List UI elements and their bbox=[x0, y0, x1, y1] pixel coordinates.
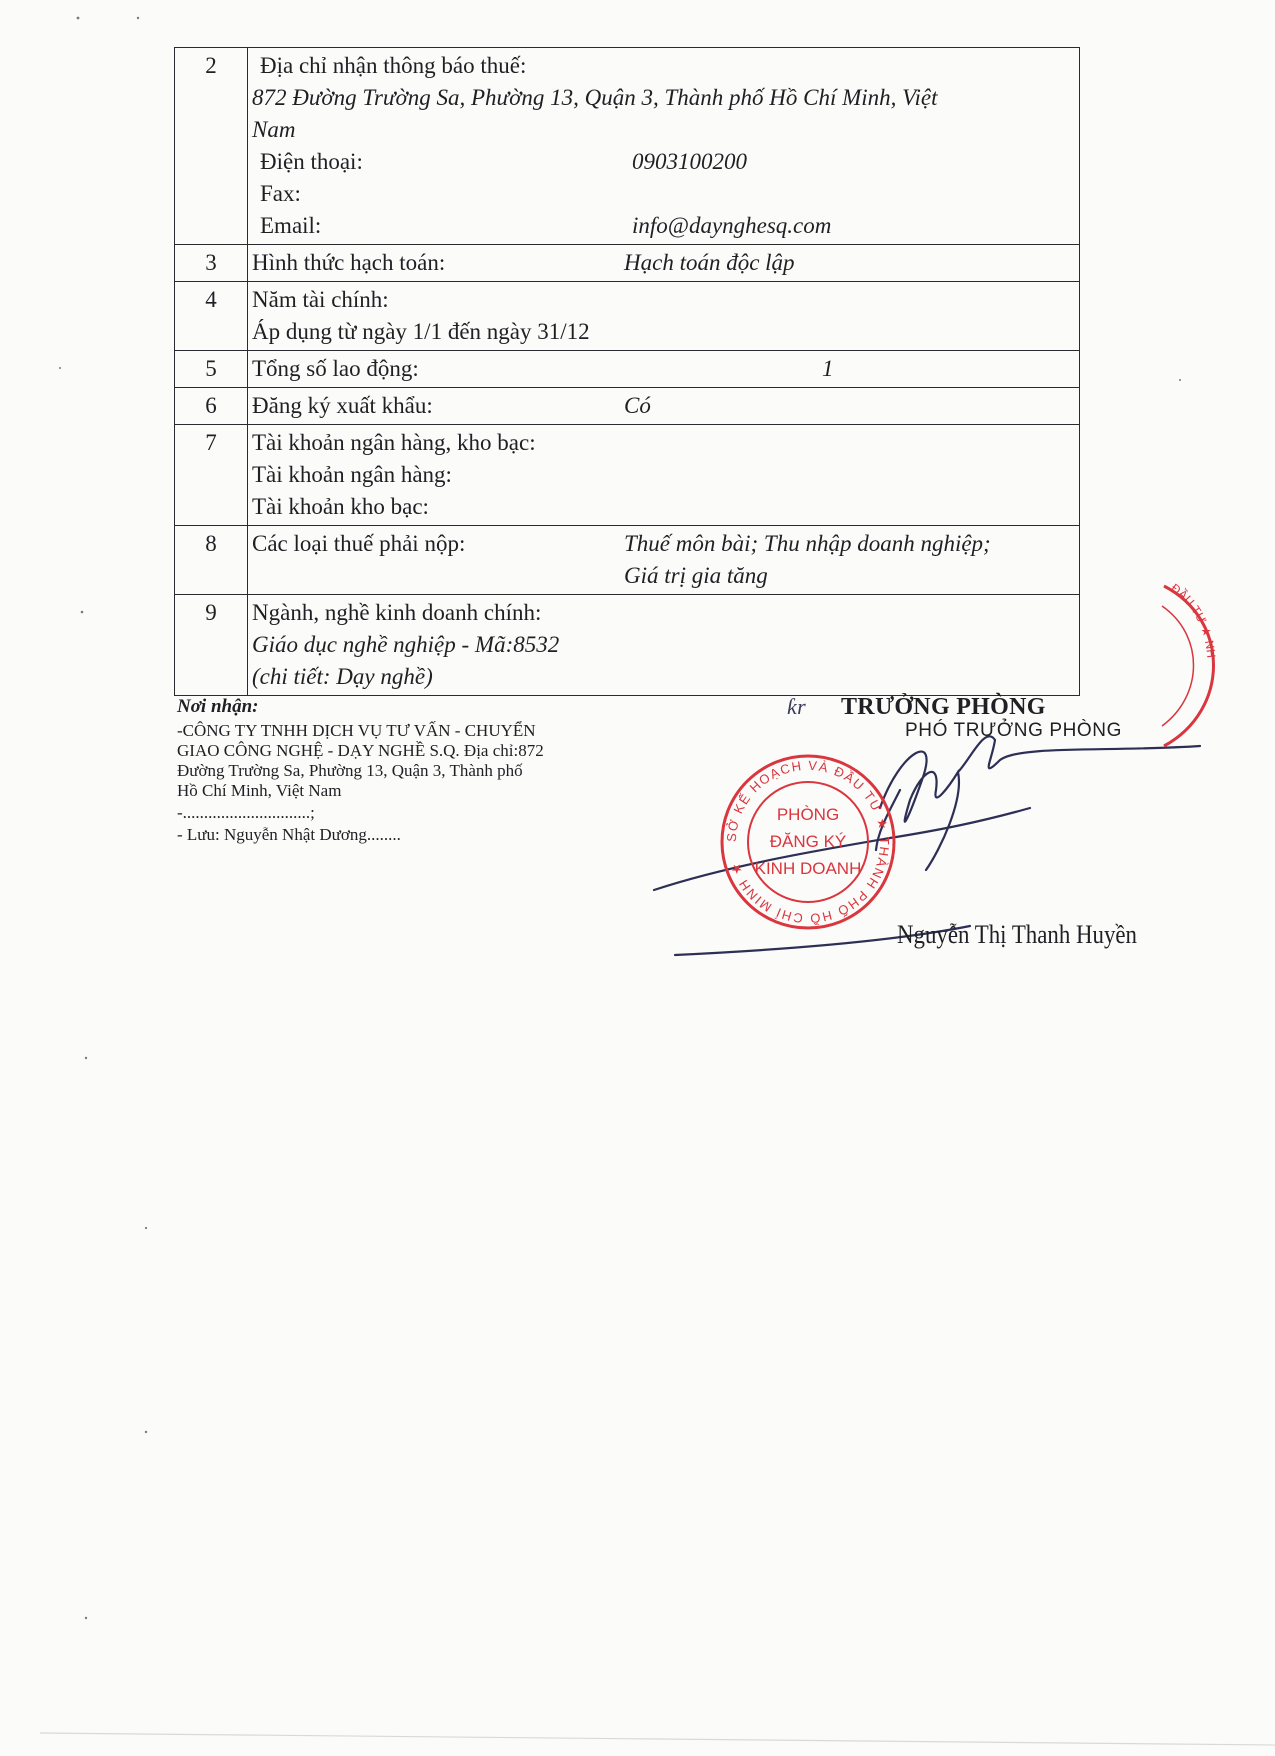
tax-types-value-2: Giá trị gia tăng bbox=[624, 563, 768, 588]
accounting-label: Hình thức hạch toán: bbox=[252, 250, 446, 275]
treasury-account-label: Tài khoản kho bạc: bbox=[252, 494, 429, 519]
fax-label: Fax: bbox=[260, 181, 301, 206]
stamp-line2: ĐĂNG KÝ bbox=[769, 832, 847, 851]
phone-value: 0903100200 bbox=[632, 149, 747, 174]
fiscal-year-detail: Áp dụng từ ngày 1/1 đến ngày 31/12 bbox=[252, 319, 590, 344]
business-value-2: (chi tiết: Dạy nghề) bbox=[252, 664, 433, 689]
accounting-value: Hạch toán độc lập bbox=[624, 250, 795, 275]
row-number: 4 bbox=[175, 282, 248, 351]
row-number: 9 bbox=[175, 595, 248, 696]
email-label: Email: bbox=[260, 213, 322, 238]
fiscal-year-label: Năm tài chính: bbox=[252, 287, 389, 312]
row-number: 3 bbox=[175, 245, 248, 282]
row-number: 5 bbox=[175, 351, 248, 388]
account-label: Tài khoản ngân hàng, kho bạc: bbox=[252, 430, 536, 455]
phone-label: Điện thoại: bbox=[260, 149, 363, 174]
row-number: 2 bbox=[175, 48, 248, 245]
stamp-line3: KINH DOANH bbox=[754, 859, 862, 878]
recipient-item: - Lưu: Nguyễn Nhật Dương........ bbox=[177, 825, 401, 844]
email-value: info@daynghesq.com bbox=[632, 213, 832, 238]
tax-address-line1: 872 Đường Trường Sa, Phường 13, Quận 3, Thành phố Hồ Chí Minh, Việt bbox=[252, 85, 938, 110]
row-number: 7 bbox=[175, 425, 248, 526]
signer-subtitle: PHÓ TRƯỞNG PHÒNG bbox=[905, 720, 1123, 741]
row-number: 6 bbox=[175, 388, 248, 425]
business-value-1: Giáo dục nghề nghiệp - Mã:8532 bbox=[252, 632, 560, 657]
export-value: Có bbox=[624, 393, 651, 418]
business-label: Ngành, nghề kinh doanh chính: bbox=[252, 600, 542, 625]
tax-types-label: Các loại thuế phải nộp: bbox=[252, 531, 466, 556]
recipient-item: -..............................; bbox=[177, 803, 315, 822]
stamp-ring-text: SỞ KẾ HOẠCH VÀ ĐẦU TƯ ★ THÀNH PHỐ HỒ CHÍ MINH ★ bbox=[723, 757, 893, 927]
tax-types-value-1: Thuế môn bài; Thu nhập doanh nghiệp; bbox=[624, 531, 991, 556]
stamp-line1: PHÒNG bbox=[776, 805, 840, 824]
tax-address-line2: Nam bbox=[252, 117, 296, 142]
signer-name: Nguyễn Thị Thanh Huyền bbox=[897, 920, 1138, 949]
export-label: Đăng ký xuất khẩu: bbox=[252, 393, 433, 418]
edge-stamp-text: ĐẦU TƯ ★ NH bbox=[1168, 580, 1219, 659]
labor-label: Tổng số lao động: bbox=[252, 356, 419, 381]
recipients-title: Nơi nhận: bbox=[177, 696, 259, 717]
bank-account-label: Tài khoản ngân hàng: bbox=[252, 462, 452, 487]
signer-title: ƙr TRƯỞNG PHÒNG bbox=[787, 694, 1046, 720]
recipient-item: -CÔNG TY TNHH DỊCH VỤ TƯ VẤN - CHUYỂN GIAO CÔNG NGHỆ - DẠY NGHỀ S.Q. Địa chỉ:872 Đường Trường Sa, Phường 13, Quận 3, Thành phố Hồ Chí Minh, Việt Nam bbox=[177, 721, 544, 800]
row-number: 8 bbox=[175, 526, 248, 595]
row-title: Địa chỉ nhận thông báo thuế: bbox=[260, 53, 527, 78]
labor-value: 1 bbox=[822, 356, 834, 381]
